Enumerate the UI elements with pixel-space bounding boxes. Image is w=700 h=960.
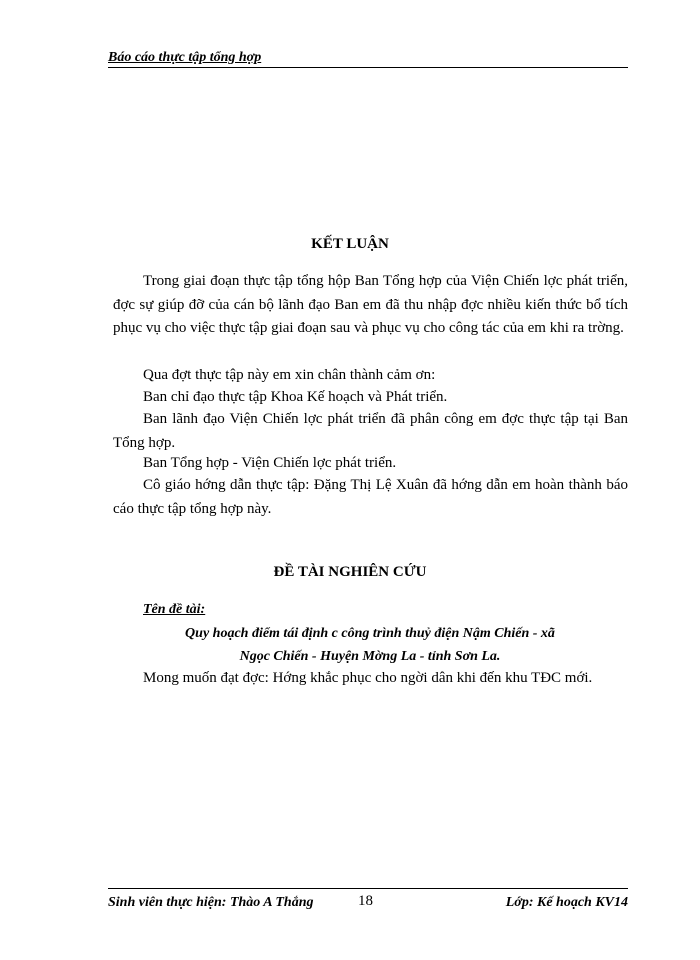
research-desire: Mong muốn đạt đợc: Hớng khắc phục cho ngời dân khi đến khu TĐC mới. <box>143 670 593 686</box>
footer-student: Sinh viên thực hiện: Thào A Thắng <box>108 895 314 910</box>
page-number: 18 <box>358 893 373 909</box>
conclusion-paragraph-3: Ban chỉ đạo thực tập Khoa Kế hoạch và Phát triển. <box>143 389 448 405</box>
conclusion-paragraph-2: Qua đợt thực tập này em xin chân thành cảm ơn: <box>143 367 436 383</box>
topic-line-2: Ngọc Chiến - Huyện Mờng La - tỉnh Sơn La. <box>239 649 501 664</box>
conclusion-paragraph-1: Trong giai đoạn thực tập tổng hộp Ban Tổng hợp của Viện Chiến lợc phát triển, đợc sự giúp đỡ của cán bộ lãnh đạo Ban em đã thu nhập đợc nhiều kiến thức bổ tích phục vụ cho việc thực tập giai đoạn sau và phục vụ cho công tác của em khi ra trờng. <box>113 273 628 336</box>
footer-class: Lớp: Kế hoạch KV14 <box>505 895 628 910</box>
conclusion-heading: KẾT LUẬN <box>311 236 389 252</box>
page-header: Báo cáo thực tập tổng hợp <box>108 50 628 68</box>
topic-line-1: Quy hoạch điểm tái định c công trình thuỷ điện Nậm Chiến - xã <box>185 626 555 641</box>
conclusion-paragraph-5: Ban Tổng hợp - Viện Chiến lợc phát triển. <box>143 455 397 471</box>
conclusion-paragraph-4: Ban lãnh đạo Viện Chiến lợc phát triển đã phân công em đợc thực tập tại Ban Tổng hợp. <box>113 411 628 451</box>
page-footer <box>108 888 628 913</box>
research-heading: ĐỀ TÀI NGHIÊN CỨU <box>273 564 427 580</box>
conclusion-paragraph-6: Cô giáo hớng dẫn thực tập: Đặng Thị Lệ Xuân đã hớng dẫn em hoàn thành báo cáo thực tập tổng hợp này. <box>113 477 628 517</box>
topic-subtitle: Tên đề tài: <box>143 602 206 617</box>
